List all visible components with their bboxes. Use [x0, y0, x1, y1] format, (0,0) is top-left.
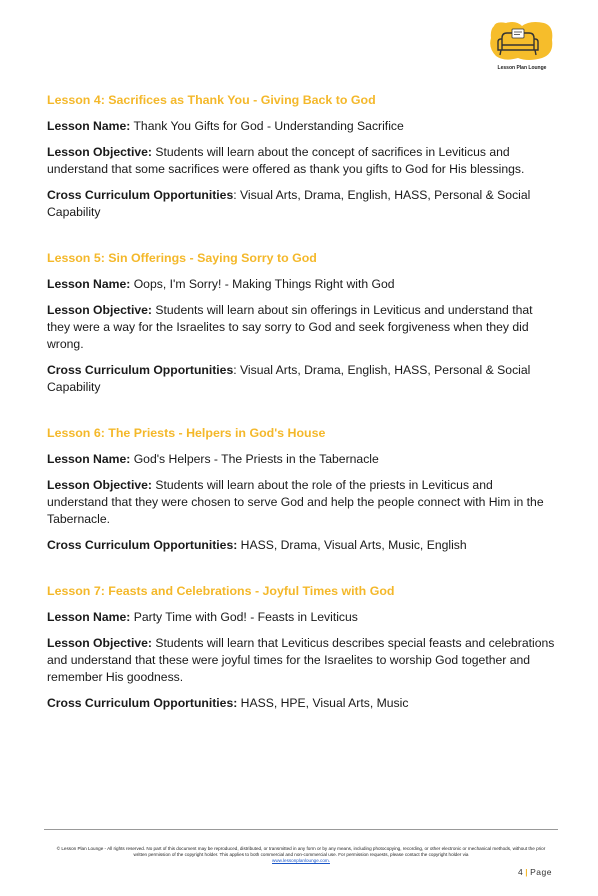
cross-curriculum-value: : Visual Arts, Drama, English, HASS, Personal & Social Capability: [47, 188, 531, 219]
lesson-section: [47, 250, 557, 396]
lesson-objective-value: Students will learn that Leviticus describes special feasts and celebrations and understand that these were joyful times for the Israelites to worship God together and remember His goodness.: [47, 636, 555, 684]
lesson-objective-value: Students will learn about sin offerings in Leviticus and understand that they were a way for the Israelites to say sorry to God and seek forgiveness when they did wrong.: [47, 303, 533, 351]
lesson-objective-row: [47, 302, 557, 353]
lesson-name-row: [47, 118, 557, 135]
lesson-objective-label: Lesson Objective:: [47, 145, 152, 159]
cross-curriculum-label: Cross Curriculum Opportunities:: [47, 538, 238, 552]
cross-curriculum-value: : Visual Arts, Drama, English, HASS, Personal & Social Capability: [47, 363, 531, 394]
lesson-objective-value: Students will learn about the concept of sacrifices in Leviticus and understand that some sacrifices were offered as thank you gifts to God for His blessings.: [47, 145, 525, 176]
lesson-section: [47, 92, 557, 221]
page-label: Page: [530, 867, 552, 877]
lesson-name-label: Lesson Name:: [47, 610, 131, 624]
lounge-chair-logo-icon: [488, 20, 556, 64]
lesson-objective-row: [47, 144, 557, 178]
cross-curriculum-value: HASS, HPE, Visual Arts, Music: [237, 696, 409, 710]
cross-curriculum-row: [47, 695, 557, 712]
lesson-name-row: [47, 276, 557, 293]
lesson-heading: Lesson 4: Sacrifices as Thank You - Giving Back to God: [47, 93, 376, 107]
lesson-objective-row: [47, 477, 557, 528]
lesson-objective-row: [47, 635, 557, 686]
logo: [488, 20, 556, 72]
lesson-section: [47, 583, 557, 712]
lesson-name-label: Lesson Name:: [47, 277, 131, 291]
lesson-name-label: Lesson Name:: [47, 119, 131, 133]
copyright-text: © Lesson Plan Lounge - All rights reserved. No part of this document may be reproduced, distributed, or transmitted in any form or by any means, including photocopying, recording, or other electronic or mechanical methods, without the prior written permission of the copyright holder. This applies to both commercial and non-commercial use. For permission requests, please contact the copyright holder via: [56, 846, 546, 858]
lesson-name-value: Party Time with God! - Feasts in Leviticus: [130, 610, 358, 624]
lesson-list: [47, 92, 557, 741]
cross-curriculum-label: Cross Curriculum Opportunities: [47, 188, 234, 202]
lesson-objective-label: Lesson Objective:: [47, 303, 152, 317]
copyright-notice: [52, 846, 550, 865]
website-link[interactable]: www.lessonplanlounge.com.: [272, 858, 330, 864]
cross-curriculum-label: Cross Curriculum Opportunities:: [47, 696, 238, 710]
logo-text: Lesson Plan Lounge: [497, 65, 547, 71]
lesson-heading: Lesson 7: Feasts and Celebrations - Joyful Times with God: [47, 584, 395, 598]
lesson-name-row: [47, 451, 557, 468]
page-separator: |: [525, 867, 529, 877]
lesson-name-value: Thank You Gifts for God - Understanding Sacrifice: [130, 119, 404, 133]
cross-curriculum-value: HASS, Drama, Visual Arts, Music, English: [237, 538, 467, 552]
lesson-objective-value: Students will learn about the role of the priests in Leviticus and understand that they were chosen to serve God and help the people connect with Him in the Tabernacle.: [47, 478, 544, 526]
lesson-name-value: Oops, I'm Sorry! - Making Things Right with God: [130, 277, 395, 291]
cross-curriculum-row: [47, 537, 557, 554]
lesson-section: [47, 425, 557, 554]
lesson-name-row: [47, 609, 557, 626]
lesson-objective-label: Lesson Objective:: [47, 478, 152, 492]
lesson-heading: Lesson 6: The Priests - Helpers in God's House: [47, 426, 326, 440]
footer-divider: [44, 829, 558, 830]
cross-curriculum-row: [47, 187, 557, 221]
lesson-name-label: Lesson Name:: [47, 452, 131, 466]
lesson-name-value: God's Helpers - The Priests in the Tabernacle: [130, 452, 379, 466]
page-number-value: 4: [518, 867, 524, 877]
cross-curriculum-label: Cross Curriculum Opportunities: [47, 363, 234, 377]
cross-curriculum-row: [47, 362, 557, 396]
lesson-objective-label: Lesson Objective:: [47, 636, 152, 650]
lesson-heading: Lesson 5: Sin Offerings - Saying Sorry to God: [47, 251, 317, 265]
page-number: [518, 867, 552, 877]
